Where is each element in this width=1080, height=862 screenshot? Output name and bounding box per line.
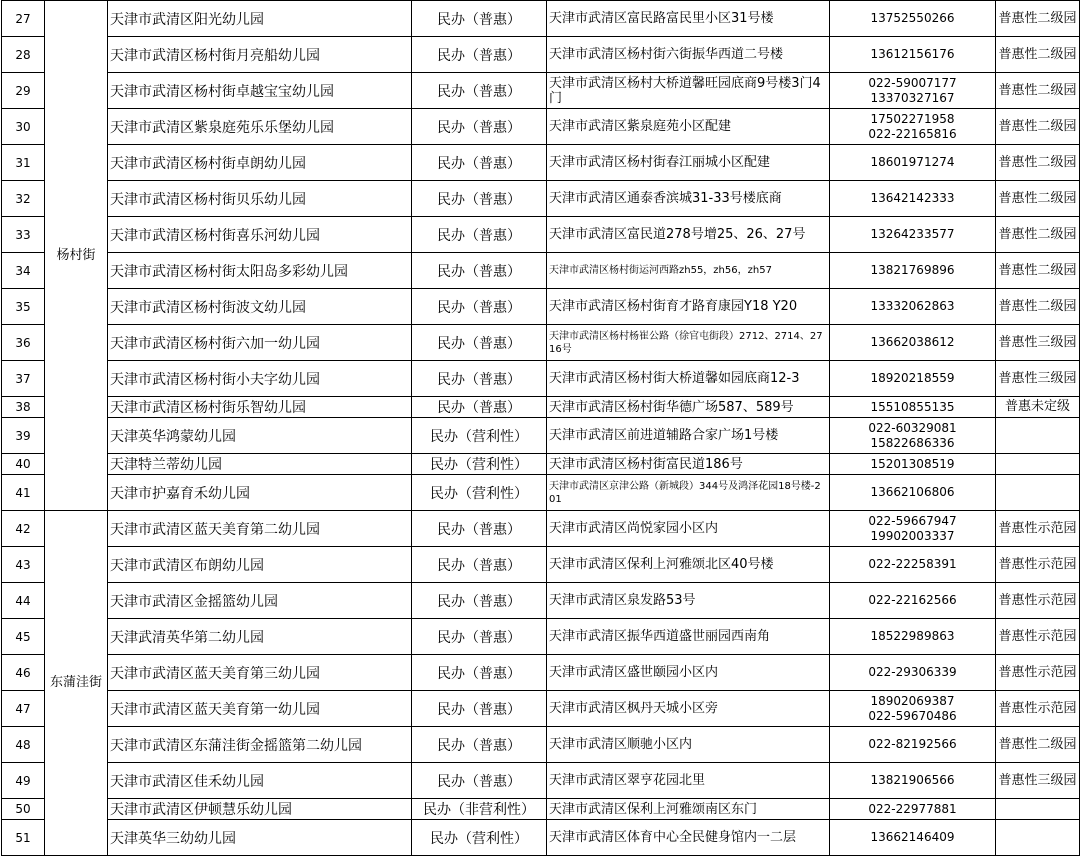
address-cell: 天津市武清区顺驰小区内 [547, 727, 830, 763]
rating-level-cell: 普惠性二级园 [996, 217, 1080, 253]
kindergarten-name-cell: 天津市武清区杨村街卓朗幼儿园 [108, 145, 412, 181]
table-row [2, 397, 1080, 418]
kindergarten-name-cell: 天津市武清区杨村街太阳岛多彩幼儿园 [108, 253, 412, 289]
school-type-cell: 民办（营利性） [412, 418, 547, 454]
rating-level-cell: 普惠性二级园 [996, 109, 1080, 145]
rating-level-cell: 普惠性三级园 [996, 325, 1080, 361]
address-cell: 天津市武清区翠亨花园北里 [547, 763, 830, 799]
phone-cell [830, 475, 996, 511]
kindergarten-name-cell: 天津市武清区东蒲洼街金摇篮第二幼儿园 [108, 727, 412, 763]
address-cell: 天津市武清区杨村杨崔公路（徐官屯街段）2712、2714、2716号 [547, 325, 830, 361]
phone-number: 15201308519 [870, 456, 955, 471]
kindergarten-name-cell: 天津市武清区杨村街卓越宝宝幼儿园 [108, 73, 412, 109]
address-cell: 天津市武清区杨村街华德广场587、589号 [547, 397, 830, 418]
table-row [2, 547, 1080, 583]
phone-number: 18522989863 [870, 629, 955, 643]
phone-number: 13332062863 [870, 299, 955, 313]
phone-number: 022-22977881 [868, 801, 957, 816]
phone-number: 13821906566 [870, 773, 955, 787]
rating-level-cell: 普惠性示范园 [996, 547, 1080, 583]
school-type-cell: 民办（普惠） [412, 325, 547, 361]
phone-number: 022-60329081 [868, 420, 957, 435]
phone-cell [830, 289, 996, 325]
kindergarten-name-cell: 天津英华三幼幼儿园 [108, 820, 412, 856]
kindergarten-name-cell: 天津市武清区杨村街喜乐河幼儿园 [108, 217, 412, 253]
table-row [2, 73, 1080, 109]
school-type-cell: 民办（营利性） [412, 820, 547, 856]
table-row [2, 289, 1080, 325]
table-row [2, 727, 1080, 763]
school-type-cell: 民办（普惠） [412, 361, 547, 397]
table-row [2, 217, 1080, 253]
school-type-cell: 民办（普惠） [412, 37, 547, 73]
table-row [2, 253, 1080, 289]
address-cell: 天津市武清区杨村街运河西路zh55，zh56，zh57 [547, 253, 830, 289]
phone-number: 13662106806 [870, 485, 955, 499]
table-row [2, 691, 1080, 727]
rating-level-cell: 普惠性二级园 [996, 145, 1080, 181]
table-row [2, 475, 1080, 511]
phone-cell [830, 325, 996, 361]
row-number-cell: 32 [2, 181, 45, 217]
table-row [2, 655, 1080, 691]
row-number-cell: 29 [2, 73, 45, 109]
row-number-cell: 34 [2, 253, 45, 289]
school-type-cell: 民办（普惠） [412, 619, 547, 655]
kindergarten-name-cell: 天津市武清区蓝天美育第二幼儿园 [108, 511, 412, 547]
phone-cell [830, 763, 996, 799]
phone-cell [830, 361, 996, 397]
table-row [2, 145, 1080, 181]
rating-level-cell: 普惠性二级园 [996, 289, 1080, 325]
table-row [2, 181, 1080, 217]
phone-cell [830, 454, 996, 475]
phone-cell [830, 145, 996, 181]
phone-number: 13752550266 [870, 11, 955, 25]
row-number-cell: 47 [2, 691, 45, 727]
address-cell: 天津市武清区保利上河雅颂南区东门 [547, 799, 830, 820]
kindergarten-name-cell: 天津市武清区杨村街乐智幼儿园 [108, 397, 412, 418]
school-type-cell: 民办（普惠） [412, 289, 547, 325]
school-type-cell: 民办（普惠） [412, 763, 547, 799]
row-number-cell: 49 [2, 763, 45, 799]
school-type-cell: 民办（普惠） [412, 691, 547, 727]
phone-cell [830, 418, 996, 454]
table-row [2, 361, 1080, 397]
rating-level-cell [996, 475, 1080, 511]
phone-number: 13642142333 [870, 191, 955, 205]
street-cell: 杨村街 [45, 1, 108, 511]
row-number-cell: 37 [2, 361, 45, 397]
rating-level-cell: 普惠未定级 [996, 397, 1080, 418]
phone-cell [830, 655, 996, 691]
row-number-cell: 39 [2, 418, 45, 454]
row-number-cell: 43 [2, 547, 45, 583]
rating-level-cell: 普惠性示范园 [996, 655, 1080, 691]
kindergarten-name-cell: 天津市武清区金摇篮幼儿园 [108, 583, 412, 619]
address-cell: 天津市武清区盛世颐园小区内 [547, 655, 830, 691]
phone-cell [830, 109, 996, 145]
table-row [2, 454, 1080, 475]
kindergarten-name-cell: 天津市武清区杨村街贝乐幼儿园 [108, 181, 412, 217]
phone-cell [830, 799, 996, 820]
phone-cell [830, 691, 996, 727]
phone-cell [830, 511, 996, 547]
address-cell: 天津市武清区京津公路（新城段）344号及鸿泽花园18号楼-201 [547, 475, 830, 511]
phone-cell [830, 217, 996, 253]
table-row [2, 109, 1080, 145]
row-number-cell: 33 [2, 217, 45, 253]
phone-number: 15822686336 [870, 435, 955, 450]
address-cell: 天津市武清区杨村街春江丽城小区配建 [547, 145, 830, 181]
kindergarten-name-cell: 天津市武清区紫泉庭苑乐乐堡幼儿园 [108, 109, 412, 145]
kindergarten-name-cell: 天津市武清区布朗幼儿园 [108, 547, 412, 583]
row-number-cell: 35 [2, 289, 45, 325]
rating-level-cell [996, 820, 1080, 856]
address-cell: 天津市武清区尚悦家园小区内 [547, 511, 830, 547]
row-number-cell: 42 [2, 511, 45, 547]
table-row [2, 820, 1080, 856]
phone-cell [830, 547, 996, 583]
kindergarten-name-cell: 天津市武清区伊顿慧乐幼儿园 [108, 799, 412, 820]
kindergarten-name-cell: 天津市武清区杨村街小夫字幼儿园 [108, 361, 412, 397]
phone-number: 18902069387 [870, 693, 955, 708]
address-cell: 天津市武清区前进道辅路合家广场1号楼 [547, 418, 830, 454]
address-cell: 天津市武清区杨村街富民道186号 [547, 454, 830, 475]
row-number-cell: 45 [2, 619, 45, 655]
phone-cell [830, 1, 996, 37]
phone-cell [830, 820, 996, 856]
rating-level-cell [996, 454, 1080, 475]
rating-level-cell [996, 799, 1080, 820]
rating-level-cell: 普惠性二级园 [996, 1, 1080, 37]
address-cell: 天津市武清区通泰香滨城31-33号楼底商 [547, 181, 830, 217]
kindergarten-name-cell: 天津市武清区杨村街月亮船幼儿园 [108, 37, 412, 73]
phone-number: 022-59007177 [868, 75, 957, 90]
phone-number: 18920218559 [870, 371, 955, 385]
address-cell: 天津市武清区杨村街六街振华西道二号楼 [547, 37, 830, 73]
phone-number: 022-22162566 [868, 593, 957, 607]
table-row [2, 325, 1080, 361]
address-cell: 天津市武清区富民路富民里小区31号楼 [547, 1, 830, 37]
phone-number: 022-29306339 [868, 665, 957, 679]
kindergarten-name-cell: 天津市护嘉育禾幼儿园 [108, 475, 412, 511]
school-type-cell: 民办（普惠） [412, 397, 547, 418]
row-number-cell: 46 [2, 655, 45, 691]
phone-number: 022-59670486 [868, 708, 957, 723]
rating-level-cell: 普惠性二级园 [996, 73, 1080, 109]
table-row [2, 511, 1080, 547]
rating-level-cell: 普惠性二级园 [996, 181, 1080, 217]
phone-number: 13662146409 [870, 830, 955, 844]
kindergarten-name-cell: 天津市武清区蓝天美育第三幼儿园 [108, 655, 412, 691]
phone-number: 022-82192566 [868, 737, 957, 751]
school-type-cell: 民办（营利性） [412, 475, 547, 511]
kindergarten-name-cell: 天津市武清区蓝天美育第一幼儿园 [108, 691, 412, 727]
phone-cell [830, 73, 996, 109]
phone-number: 19902003337 [870, 528, 955, 543]
address-cell: 天津市武清区保利上河雅颂北区40号楼 [547, 547, 830, 583]
rating-level-cell: 普惠性示范园 [996, 691, 1080, 727]
address-cell: 天津市武清区泉发路53号 [547, 583, 830, 619]
rating-level-cell: 普惠性示范园 [996, 511, 1080, 547]
row-number-cell: 44 [2, 583, 45, 619]
table-body [2, 1, 1080, 856]
table-row [2, 763, 1080, 799]
table-row [2, 583, 1080, 619]
phone-cell [830, 397, 996, 418]
rating-level-cell: 普惠性示范园 [996, 583, 1080, 619]
phone-cell [830, 181, 996, 217]
kindergarten-name-cell: 天津市武清区杨村街六加一幼儿园 [108, 325, 412, 361]
phone-number: 13662038612 [870, 335, 955, 349]
address-cell: 天津市武清区杨村大桥道馨旺园底商9号楼3门4门 [547, 73, 830, 109]
street-cell: 东蒲洼街 [45, 511, 108, 856]
row-number-cell: 27 [2, 1, 45, 37]
rating-level-cell: 普惠性二级园 [996, 253, 1080, 289]
phone-number: 13612156176 [870, 47, 955, 61]
phone-number: 15510855135 [870, 399, 955, 414]
school-type-cell: 民办（普惠） [412, 145, 547, 181]
row-number-cell: 30 [2, 109, 45, 145]
school-type-cell: 民办（普惠） [412, 511, 547, 547]
row-number-cell: 31 [2, 145, 45, 181]
phone-number: 13370327167 [870, 90, 955, 105]
address-cell: 天津市武清区紫泉庭苑小区配建 [547, 109, 830, 145]
kindergarten-name-cell: 天津特兰蒂幼儿园 [108, 454, 412, 475]
address-cell: 天津市武清区杨村街育才路育康园Y18 Y20 [547, 289, 830, 325]
school-type-cell: 民办（普惠） [412, 583, 547, 619]
address-cell: 天津市武清区杨村街大桥道馨如园底商12-3 [547, 361, 830, 397]
address-cell: 天津市武清区体育中心全民健身馆内一二层 [547, 820, 830, 856]
phone-cell [830, 727, 996, 763]
address-cell: 天津市武清区富民道278号增25、26、27号 [547, 217, 830, 253]
kindergarten-table [1, 0, 1080, 856]
rating-level-cell: 普惠性二级园 [996, 37, 1080, 73]
school-type-cell: 民办（普惠） [412, 547, 547, 583]
rating-level-cell: 普惠性三级园 [996, 361, 1080, 397]
school-type-cell: 民办（普惠） [412, 217, 547, 253]
rating-level-cell [996, 418, 1080, 454]
phone-cell [830, 619, 996, 655]
row-number-cell: 38 [2, 397, 45, 418]
phone-number: 17502271958 [870, 111, 955, 126]
rating-level-cell: 普惠性二级园 [996, 727, 1080, 763]
kindergarten-name-cell: 天津市武清区阳光幼儿园 [108, 1, 412, 37]
phone-number: 18601971274 [870, 155, 955, 169]
school-type-cell: 民办（普惠） [412, 1, 547, 37]
school-type-cell: 民办（普惠） [412, 181, 547, 217]
phone-number: 022-22258391 [868, 557, 957, 571]
phone-cell [830, 37, 996, 73]
kindergarten-name-cell: 天津英华鸿蒙幼儿园 [108, 418, 412, 454]
school-type-cell: 民办（普惠） [412, 655, 547, 691]
row-number-cell: 41 [2, 475, 45, 511]
school-type-cell: 民办（普惠） [412, 109, 547, 145]
table-row [2, 37, 1080, 73]
school-type-cell: 民办（营利性） [412, 454, 547, 475]
table-row [2, 418, 1080, 454]
phone-number: 022-59667947 [868, 513, 957, 528]
school-type-cell: 民办（非营利性） [412, 799, 547, 820]
row-number-cell: 50 [2, 799, 45, 820]
rating-level-cell: 普惠性示范园 [996, 619, 1080, 655]
row-number-cell: 36 [2, 325, 45, 361]
row-number-cell: 51 [2, 820, 45, 856]
row-number-cell: 48 [2, 727, 45, 763]
row-number-cell: 28 [2, 37, 45, 73]
school-type-cell: 民办（普惠） [412, 73, 547, 109]
row-number-cell: 40 [2, 454, 45, 475]
school-type-cell: 民办（普惠） [412, 727, 547, 763]
address-cell: 天津市武清区枫丹天城小区旁 [547, 691, 830, 727]
phone-number: 022-22165816 [868, 126, 957, 141]
school-type-cell: 民办（普惠） [412, 253, 547, 289]
phone-cell [830, 583, 996, 619]
rating-level-cell: 普惠性三级园 [996, 763, 1080, 799]
phone-cell [830, 253, 996, 289]
table-row [2, 799, 1080, 820]
address-cell: 天津市武清区振华西道盛世丽园西南角 [547, 619, 830, 655]
table-row [2, 619, 1080, 655]
kindergarten-name-cell: 天津市武清区杨村街波文幼儿园 [108, 289, 412, 325]
phone-number: 13821769896 [870, 263, 955, 277]
kindergarten-name-cell: 天津武清英华第二幼儿园 [108, 619, 412, 655]
phone-number: 13264233577 [870, 227, 955, 241]
table-row [2, 1, 1080, 37]
kindergarten-name-cell: 天津市武清区佳禾幼儿园 [108, 763, 412, 799]
